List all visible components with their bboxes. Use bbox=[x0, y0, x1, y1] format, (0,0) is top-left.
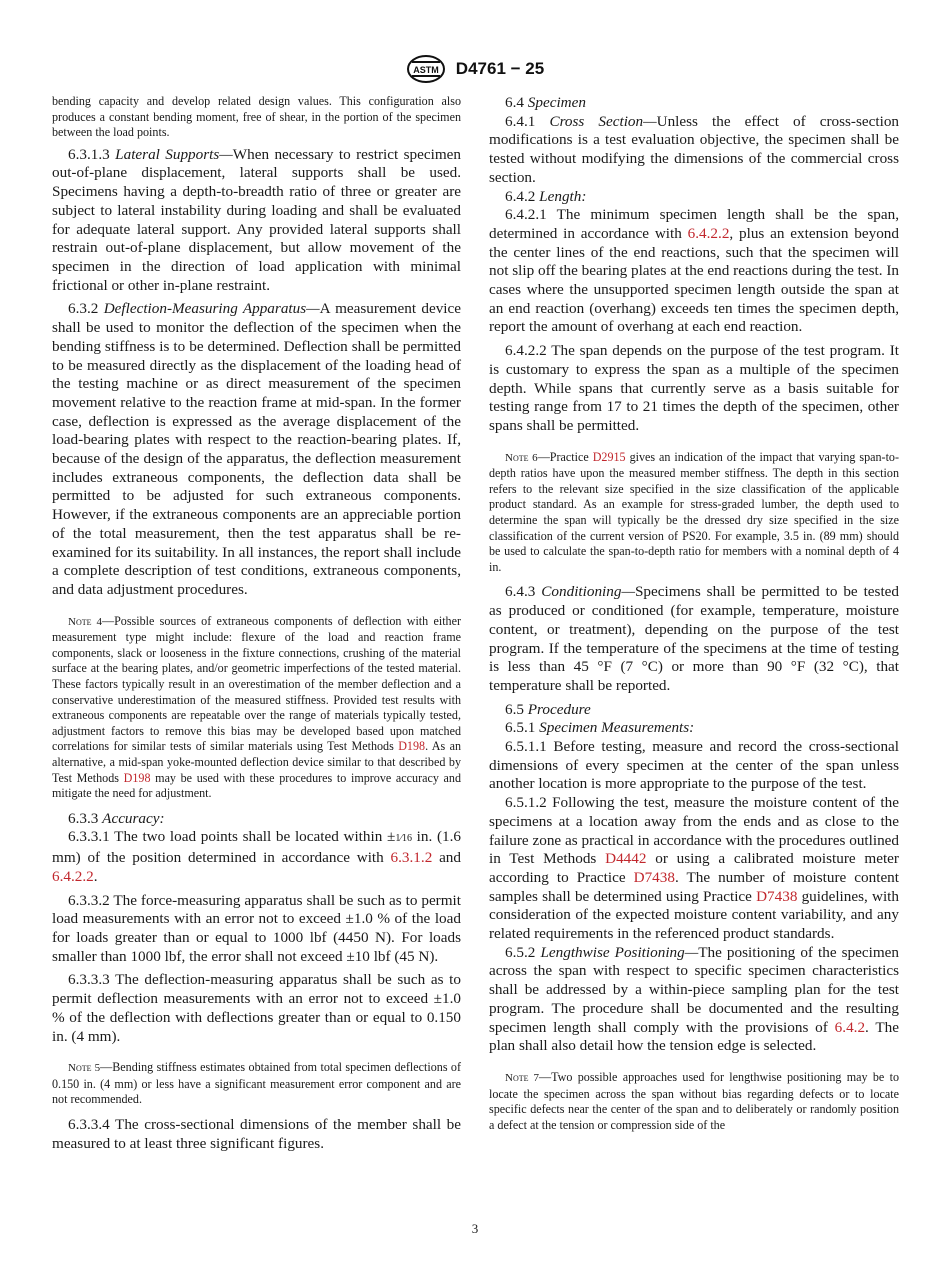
link-d4442[interactable]: D4442 bbox=[605, 850, 647, 868]
section-6-4-3: 6.4.3 Conditioning—Specimens shall be permitted to be tested as produced or conditioned (for example, temperature, moisture content, or treatment), depending on the purpose of the test program. If the temperature of the specimens at the time of testing is less than 45 °F (7 °C) or more than 90 °F (32 °C), that temperature shall be reported. bbox=[489, 583, 900, 694]
link-6-4-2[interactable]: 6.4.2 bbox=[834, 1018, 866, 1036]
section-6-5-1-2: 6.5.1.2 Following the test, measure the moisture content of the specimens at a location away from the ends and as close to the failure zone as practical in accordance with the procedures outlined in Test Methods D4442 or using a calibrated moisture meter according to Practice D7438. The number of moisture content samples shall be determined using Practice D7438 guidelines, with consideration of the expected moisture content variability, and any related requirements in the referenced product standards. bbox=[489, 794, 899, 943]
note-6: Note 6—Practice D2915 gives an indication of the impact that varying span-to-depth ratios have upon the measured member stiffness. The depth in this section refers to the relevant size specified in the size classification of the applicable product standard. As an example for stress-graded lumber, the depth used to determine the span will typically be the dressed dry size specified in the size classification of the current version of PS20. For example, 3.5 in. (89 mm) should be used to calculate the span-to-depth ratio for members with a nominal depth of 4 in. bbox=[489, 449, 900, 574]
link-6-3-1-2[interactable]: 6.3.1.2 bbox=[390, 849, 433, 867]
astm-logo-icon bbox=[406, 54, 446, 84]
paragraph-continuation: bending capacity and develop related design values. This configuration also produces a constant bending moment, free of shear, in the portion of the specimen between the load points. bbox=[52, 94, 461, 140]
section-6-4-1: 6.4.1 Cross Section—Unless the effect of cross-section modifications is a test evaluation objective, the specimen shall be tested without modifying the dimensions of the commercial cross section. bbox=[489, 112, 900, 186]
page-number: 3 bbox=[471, 1221, 479, 1236]
section-6-4-2: 6.4.2 Length: bbox=[505, 187, 587, 205]
section-6-3-3-1: 6.3.3.1 The two load points shall be located within ±1⁄16 in. (1.6 mm) of the position determined in accordance with 6.3.1.2 and 6.4.2.2. bbox=[52, 828, 461, 885]
link-d198-second[interactable]: D198 bbox=[123, 770, 151, 785]
section-6-5: 6.5 Procedure bbox=[505, 700, 591, 718]
section-6-5-1: 6.5.1 Specimen Measurements: bbox=[505, 719, 695, 737]
link-d2915[interactable]: D2915 bbox=[592, 449, 626, 464]
right-column bbox=[489, 94, 899, 1141]
section-6-3-3-4: 6.3.3.4 The cross-sectional dimensions of the member shall be measured to at least three significant figures. bbox=[52, 1116, 461, 1152]
left-column bbox=[52, 94, 461, 1153]
section-6-4-2-2: 6.4.2.2 The span depends on the purpose of the test program. It is customary to express the span as a multiple of the specimen depth. While spans that currently serve as a basis suitable for testing range from 17 to 21 times the depth of the specimen, other spans shall be permitted. bbox=[489, 342, 899, 434]
link-6-4-2-2[interactable]: 6.4.2.2 bbox=[687, 224, 730, 242]
section-6-3-3: 6.3.3 Accuracy: bbox=[68, 809, 165, 827]
section-6-3-1-3: 6.3.1.3 Lateral Supports—When necessary to restrict specimen out-of-plane displacement, lateral supports shall be used. Specimens having a depth-to-breadth ratio of three or greater are subject to lateral instability during loading and shall be evaluated for adequate lateral support. Any provided lateral supports shall restrain out-of-plane displacement, but allow movement of the specimen in the direction of load application with minimal frictional or other in-plane restraint. bbox=[52, 145, 461, 294]
note-7: Note 7—Two possible approaches used for lengthwise positioning may be to locate the specimen across the span without bias regarding defects or to locate specific defects near the center of the span and to deliberately or randomly position a defect at the tension or compression side of the bbox=[489, 1069, 899, 1132]
link-d7438[interactable]: D7438 bbox=[633, 868, 675, 886]
section-6-3-3-3: 6.3.3.3 The deflection-measuring apparatus shall be such as to permit deflection measurements with an error not to exceed ±1.0 % of the deflection with deflections greater than or equal to 0.150 in. (4 mm). bbox=[52, 971, 461, 1045]
note-4: Note 4—Possible sources of extraneous components of deflection with either measurement type might include: flexure of the load and reaction frame components, slack or looseness in the fixture connections, crushing of the material surface at the bearing plates, and/or geometric imperfections of the tested material. These factors typically result in an overestimation of the member deflection and a conservative underestimation of the measured stiffness. Provided test results with extraneous components are repeatable over the range of materials typically tested, adjustment factors to remove this bias may be developed based upon matched correlations for similar tests of similar materials using Test Methods D198. As an alternative, a mid-span yoke-mounted deflection device similar to that described by Test Methods D198 may be used with these procedures to improve accuracy and mitigate the need for adjustment. bbox=[52, 613, 461, 801]
section-6-5-1-1: 6.5.1.1 Before testing, measure and record the cross-sectional dimensions of every specimen at the center of the span unless another location is more appropriate to the purpose of the test. bbox=[489, 738, 899, 793]
section-6-3-3-2: 6.3.3.2 The force-measuring apparatus shall be such as to permit load measurements with an error not to exceed ±1.0 % of the load for loads greater than or equal to 1000 lbf (4450 N). For loads smaller than 1000 lbf, the error shall not exceed ±10 lbf (45 N). bbox=[52, 891, 461, 965]
link-6-4-2-2[interactable]: 6.4.2.2 bbox=[52, 867, 94, 885]
svg-text:ASTM: ASTM bbox=[413, 65, 439, 75]
note-5: Note 5—Bending stiffness estimates obtained from total specimen deflections of 0.150 in. (4 mm) or less have a significant measurement error component and are not recommended. bbox=[52, 1060, 462, 1107]
document-designation: D4761 − 25 bbox=[455, 59, 545, 78]
link-d198[interactable]: D198 bbox=[398, 739, 426, 754]
page-header bbox=[0, 54, 950, 84]
section-6-5-2: 6.5.2 Lengthwise Positioning—The positioning of the specimen across the span with respect to specific specimen characteristics shall be addressed by a within-piece sampling plan for the test program. The procedure shall be documented and the resulting specimen length shall comply with the provisions of 6.4.2. The plan shall also detail how the tension edge is selected. bbox=[489, 943, 900, 1055]
section-6-4-2-1: 6.4.2.1 The minimum specimen length shall be the span, determined in accordance with 6.4.2.2, plus an extension beyond the center lines of the end reactions, such that the specimen will not slip off the bearing plates at the end reactions during the test. In cases where the unsupported specimen length outside the span at an end reaction (overhang) exceeds ten times the specimen depth, report the amount of overhang at each end reaction. bbox=[489, 206, 899, 336]
section-6-4: 6.4 Specimen bbox=[505, 94, 586, 111]
section-6-3-2: 6.3.2 Deflection-Measuring Apparatus—A measurement device shall be used to monitor the deflection of the specimen when the bending stiffness is to be determined. Deflection shall be permitted to be measured directly as the displacement of the loading head of the testing machine or as direct measurement of the specimen movement relative to the reaction frame at mid-span. In the former case, deflection is expressed as the average displacement of the load-bearing plates with respect to the reaction-bearing plates. If, because of the design of the apparatus, the deflection measurement includes extraneous components, the deflection data shall be permitted to be adjusted for such extraneous components. However, if the extraneous components are an appreciable portion of the total measurement, then the test apparatus shall be re-examined for its suitability. In all instances, the report shall include a complete description of test conditions, extraneous components, and data adjustment procedures. bbox=[52, 300, 461, 598]
link-d7438-second[interactable]: D7438 bbox=[756, 887, 798, 905]
